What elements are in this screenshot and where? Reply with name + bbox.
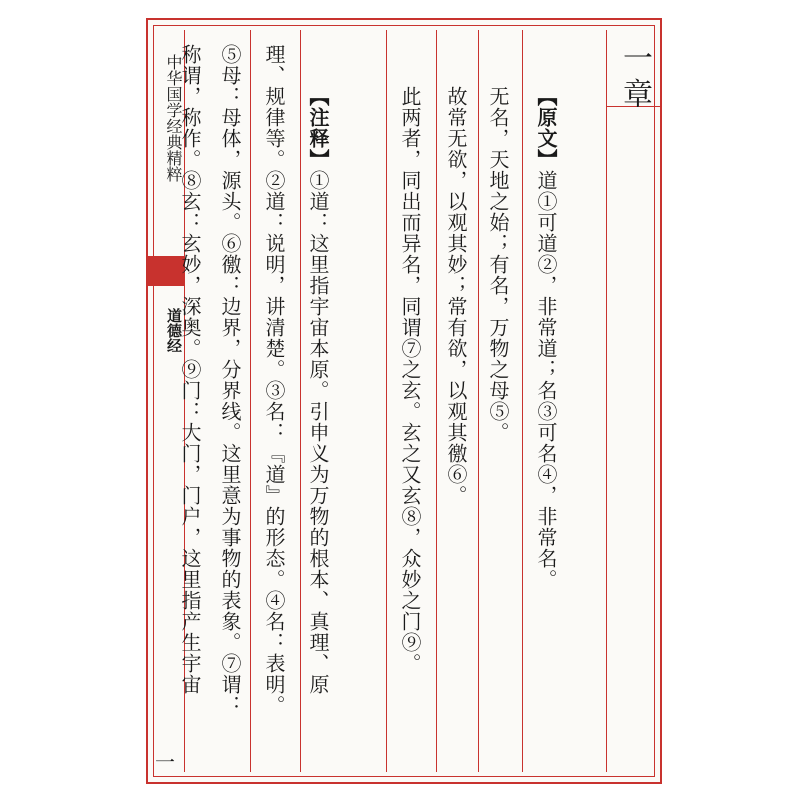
original-line-3: 故常无欲，以观其妙；常有欲，以观其徼⑥。 xyxy=(444,86,468,506)
original-label: 【原文】 xyxy=(534,86,558,170)
notes-line-3: ⑤母：母体，源头。⑥徼：边界，分界线。这里意为事物的表象。⑦谓： xyxy=(218,44,242,716)
column-rule xyxy=(478,30,479,772)
original-text: 道①可道②，非常道；名③可名④，非常名。 xyxy=(534,170,558,590)
original-line-2: 无名，天地之始；有名，万物之母⑤。 xyxy=(486,86,510,443)
column-rule xyxy=(606,30,607,772)
column-rule xyxy=(522,30,523,772)
notes-line-1 xyxy=(306,86,330,695)
notes-line-2: 理、规律等。②道：说明，讲清楚。③名：『道』的形态。④名：表明。 xyxy=(262,44,286,716)
column-rule xyxy=(300,30,301,772)
page-number: 一 xyxy=(155,750,175,774)
original-line-1 xyxy=(534,86,558,590)
notes-label: 【注释】 xyxy=(306,86,330,170)
column-rule xyxy=(386,30,387,772)
series-title: 中华国学经典精粹 xyxy=(164,54,183,182)
original-line-4: 此两者，同出而异名，同谓⑦之玄。玄之又玄⑧，众妙之门⑨。 xyxy=(398,86,422,674)
notes-line-4: 称谓，称作。⑧玄：玄妙，深奥。⑨门：大门，门户，这里指产生宇宙 xyxy=(178,44,202,695)
book-title: 道德经 xyxy=(165,308,183,353)
notes-text: ①道：这里指宇宙本原。引申义为万物的根本、真理、原 xyxy=(306,170,330,695)
column-rule xyxy=(436,30,437,772)
chapter-title: 一章 xyxy=(617,42,652,114)
column-rule xyxy=(250,30,251,772)
